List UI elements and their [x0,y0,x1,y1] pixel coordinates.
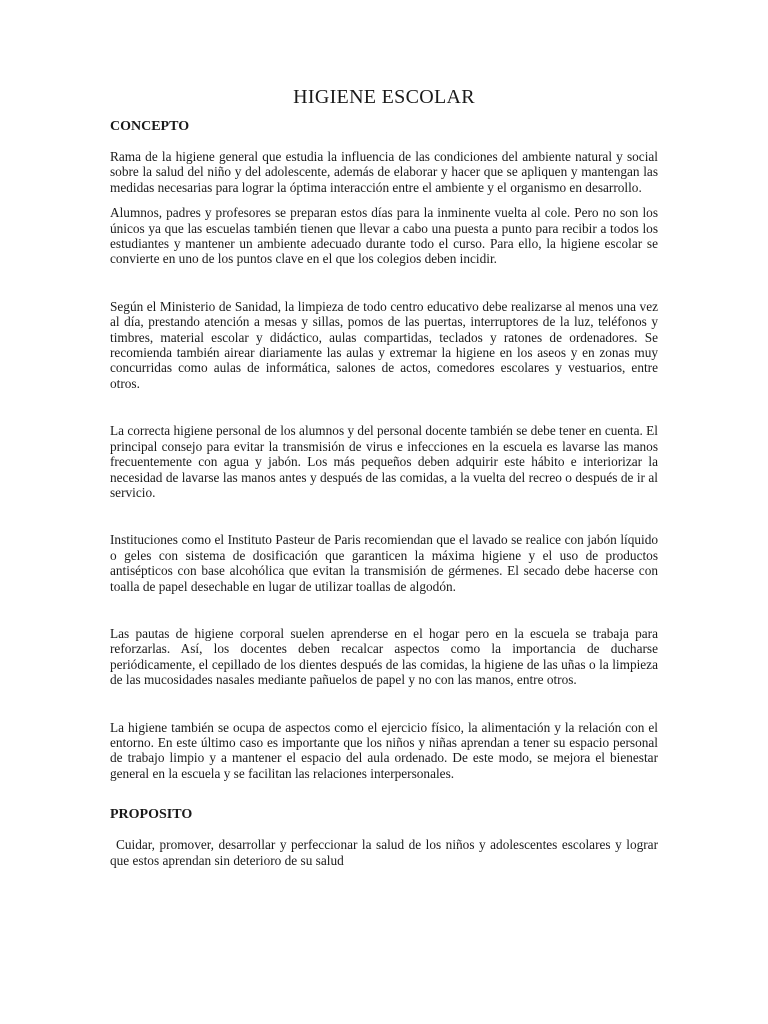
paragraph-ejercicio-entorno: La higiene también se ocupa de aspectos como el ejercicio físico, la alimentación y la relación con el entorno. En este último caso es importante que los niños y niñas aprendan a tener su espacio personal de trabajo limpio y a mantener el espacio del aula ordenado. De este modo, se mejora el bienestar general en la escuela y se facilitan las relaciones interpersonales. [110,719,658,781]
paragraph-instituto-pasteur: Instituciones como el Instituto Pasteur de Paris recomiendan que el lavado se realice con jabón líquido o geles con sistema de dosificación que garanticen la máxima higiene y el uso de productos antisépticos con base alcohólica que evitan la transmisión de gérmenes. El secado debe hacerse con toalla de papel desechable en lugar de utilizar toallas de algodón. [110,532,658,594]
paragraph-proposito: Cuidar, promover, desarrollar y perfeccionar la salud de los niños y adolescentes escolares y lograr que estos aprendan sin deterioro de su salud [110,837,658,868]
paragraph-vuelta-al-cole: Alumnos, padres y profesores se preparan estos días para la inminente vuelta al cole. Pero no son los únicos ya que las escuelas también tienen que llevar a cabo una puesta a punto para recibir a todos los estudiantes y mantener un ambiente adecuado durante todo el curso. Para ello, la higiene escolar se convierte en uno de los puntos clave en el que los colegios deben incidir. [110,205,658,267]
section-heading-proposito: PROPOSITO [110,807,193,823]
section-heading-concepto: CONCEPTO [110,119,190,134]
paragraph-higiene-corporal: Las pautas de higiene corporal suelen aprenderse en el hogar pero en la escuela se trabaja para reforzarlas. Así, los docentes deben recalcar aspectos como la importancia de ducharse periódicamente, el cepillado de los dientes después de las comidas, la higiene de las uñas o la limpieza de las mucosidades nasales mediante pañuelos de papel y no con las manos, entre otros. [110,625,658,688]
document-title: HIGIENE ESCOLAR [293,86,475,108]
paragraph-ministerio-sanidad: Según el Ministerio de Sanidad, la limpieza de todo centro educativo debe realizarse al menos una vez al día, prestando atención a mesas y sillas, pomos de las puertas, interruptores de la luz, teléfonos y timbres, material escolar y didáctico, aulas compartidas, teclados y ratones de ordenadores. Se recomienda también airear diariamente las aulas y extremar la higiene en los aseos y en zonas muy concurridas como aulas de informática, salones de actos, comedores escolares y vestuarios, entre otros. [110,298,658,391]
paragraph-higiene-personal: La correcta higiene personal de los alumnos y del personal docente también se debe tener en cuenta. El principal consejo para evitar la transmisión de virus e infecciones en la escuela es lavarse las manos frecuentemente con agua y jabón. Los más pequeños deben adquirir este hábito e interiorizar la necesidad de lavarse las manos antes y después de las comidas, a la vuelta del recreo o después de ir al servicio. [110,423,658,500]
document-page [110,86,658,868]
paragraph-concepto-definition: Rama de la higiene general que estudia la influencia de las condiciones del ambiente natural y social sobre la salud del niño y del adolescente, además de elaborar y hacer que se apliquen y mantengan las medidas necesarias para lograr la óptima interacción entre el ambiente y el organismo en desarrollo. [110,149,658,195]
